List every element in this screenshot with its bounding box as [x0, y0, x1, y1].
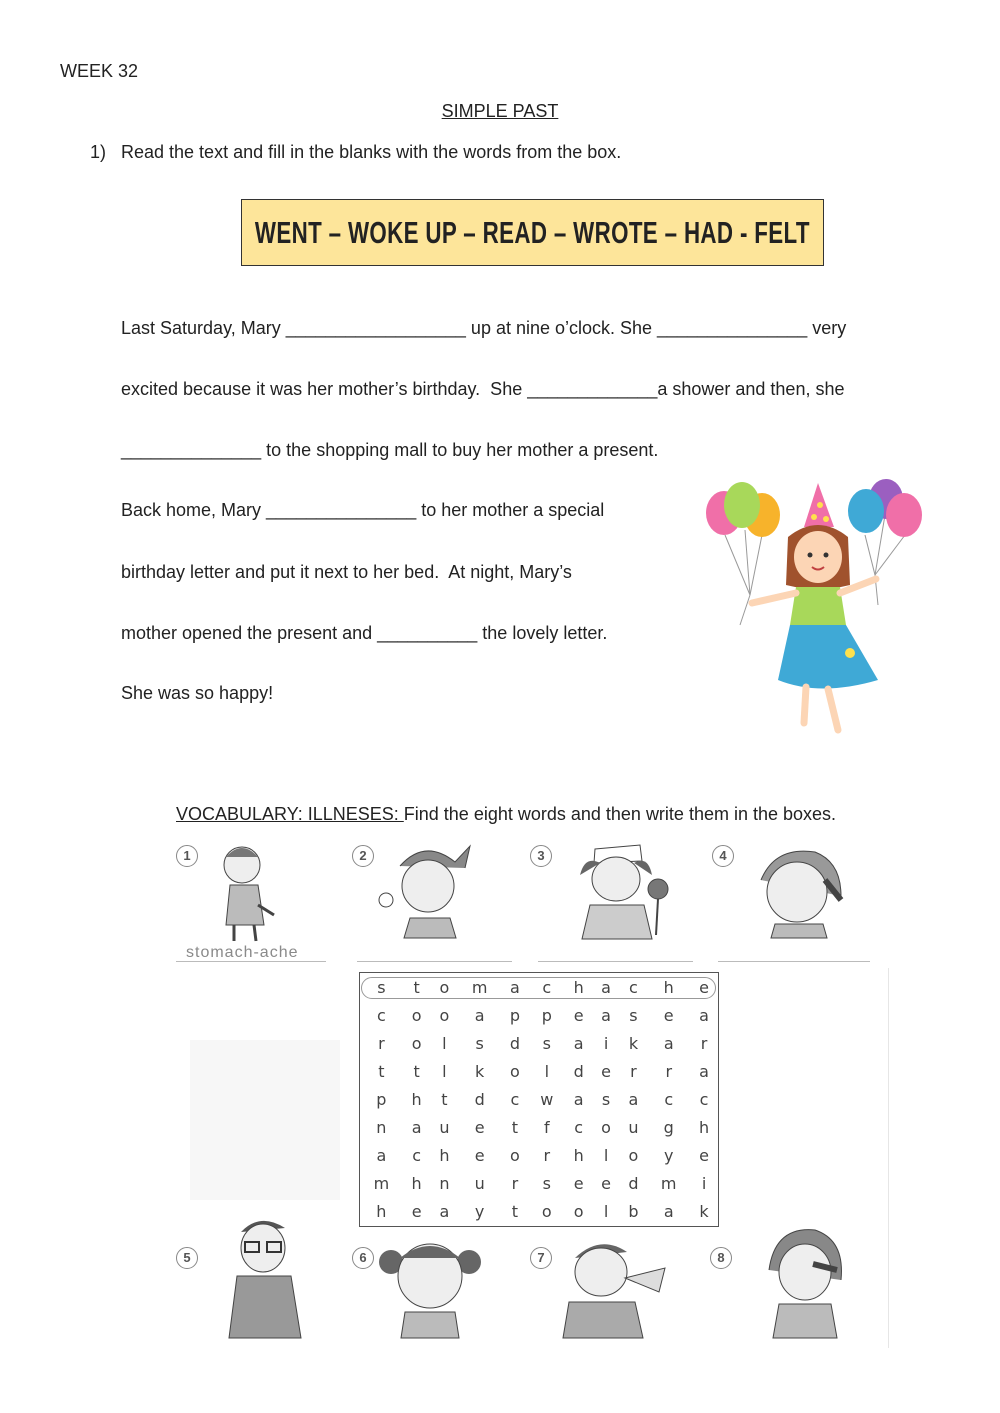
word-search-letter[interactable]: t [511, 1118, 519, 1138]
word-search-letter[interactable]: o [601, 1118, 611, 1138]
picture-number: 3 [530, 845, 552, 867]
page-title: SIMPLE PAST [441, 101, 559, 121]
word-search-letter[interactable]: d [474, 1089, 485, 1109]
word-search-letter[interactable]: a [628, 1089, 639, 1109]
word-search-letter[interactable]: t [378, 1061, 385, 1081]
word-search-letter[interactable]: l [442, 1061, 447, 1081]
word-search-letter[interactable]: m [373, 1174, 390, 1194]
word-search-letter[interactable]: h [573, 977, 584, 997]
word-search-letter[interactable]: k [699, 1202, 709, 1222]
word-search-letter[interactable]: r [543, 1146, 551, 1166]
answer-line[interactable] [538, 961, 693, 962]
word-search-letter[interactable]: e [601, 1061, 611, 1081]
word-search-letter[interactable]: s [542, 1033, 551, 1053]
word-search-letter[interactable]: y [474, 1202, 485, 1222]
boy-stomach-ache-illustration [200, 835, 310, 943]
word-search-letter[interactable]: c [412, 1146, 422, 1166]
girl-sneezing-illustration [370, 838, 490, 940]
word-search-letter[interactable]: s [629, 1005, 638, 1025]
word-box-text: WENT – WOKE UP – READ – WROTE – HAD - FELT [255, 214, 810, 250]
word-search-letter[interactable]: u [439, 1118, 450, 1138]
word-search-letter[interactable]: h [698, 1118, 710, 1138]
word-search-letter[interactable]: e [474, 1146, 485, 1166]
word-search-letter[interactable]: a [663, 1033, 674, 1053]
vocabulary-label: VOCABULARY: ILLNESES: [176, 804, 404, 824]
word-search-letter[interactable]: a [699, 1005, 709, 1025]
word-search-letter[interactable]: c [629, 977, 638, 997]
word-search-row [360, 1170, 718, 1198]
answer-line[interactable] [357, 961, 512, 962]
vocabulary-instruction-text: Find the eight words and then write them in the boxes. [403, 804, 837, 824]
word-search-letter[interactable]: e [699, 977, 709, 997]
word-search-letter[interactable]: e [601, 1174, 611, 1194]
man-with-glasses-illustration [215, 1212, 315, 1340]
word-search-letter[interactable]: r [630, 1061, 637, 1081]
word-search-letter[interactable]: i [701, 1174, 707, 1194]
word-search-letter[interactable]: n [376, 1118, 387, 1138]
word-search-letter[interactable]: o [411, 1033, 422, 1053]
text-line: mother opened the present and __________ the lovely letter. [121, 623, 608, 643]
word-search-letter[interactable]: o [510, 1146, 520, 1166]
word-search-letter[interactable]: o [411, 1005, 422, 1025]
word-search-letter[interactable]: n [439, 1174, 450, 1194]
instruction-text: Read the text and fill in the blanks with the words from the box. [121, 142, 622, 162]
word-search-letter[interactable]: t [413, 977, 420, 997]
word-search-letter[interactable]: c [664, 1089, 674, 1109]
word-search-letter[interactable]: h [573, 1146, 584, 1166]
word-search-letter[interactable]: g [663, 1118, 674, 1138]
word-search-letter[interactable]: a [573, 1033, 584, 1053]
word-search-table [360, 973, 718, 1226]
word-search-letter[interactable]: t [441, 1089, 448, 1109]
word-search-row [360, 1001, 718, 1029]
word-search-grid[interactable] [359, 972, 719, 1227]
word-search-letter[interactable]: f [543, 1118, 550, 1138]
text-line: excited because it was her mother’s birthday. She _____________a shower and then, she [121, 379, 845, 399]
word-search-letter[interactable]: t [413, 1061, 420, 1081]
week-label: WEEK 32 [60, 61, 139, 81]
word-search-letter[interactable]: c [542, 977, 552, 997]
word-search-letter[interactable]: h [376, 1202, 387, 1222]
word-search-letter[interactable]: r [511, 1174, 519, 1194]
word-search-row [360, 1029, 718, 1057]
word-search-letter[interactable]: u [474, 1174, 485, 1194]
word-search-letter[interactable]: y [663, 1146, 674, 1166]
word-search-letter[interactable]: o [510, 1061, 520, 1081]
word-search-letter[interactable]: c [574, 1118, 584, 1138]
word-search-letter[interactable]: i [603, 1033, 609, 1053]
word-search-letter[interactable]: a [699, 1061, 709, 1081]
word-search-letter[interactable]: p [509, 1005, 521, 1025]
picture-number: 8 [710, 1247, 732, 1269]
found-word-highlight [361, 977, 716, 999]
word-search-letter[interactable]: h [411, 1174, 422, 1194]
word-search-letter[interactable]: a [573, 1089, 584, 1109]
word-search-letter[interactable]: p [376, 1089, 387, 1109]
word-search-letter[interactable]: s [377, 977, 386, 997]
word-search-letter[interactable]: e [573, 1174, 584, 1194]
word-search-letter[interactable]: a [663, 1202, 674, 1222]
word-search-letter[interactable]: k [475, 1061, 485, 1081]
word-search-letter[interactable]: a [411, 1118, 422, 1138]
text-line: ______________ to the shopping mall to buy her mother a present. [121, 440, 659, 460]
word-search-row [360, 1142, 718, 1170]
word-search-letter[interactable]: o [439, 977, 450, 997]
text-line: She was so happy! [121, 683, 274, 703]
word-search-letter[interactable]: o [628, 1146, 639, 1166]
word-search-letter[interactable]: a [601, 1005, 611, 1025]
exercise-number: 1) [90, 142, 107, 162]
word-search-letter[interactable]: o [573, 1202, 584, 1222]
word-search-letter[interactable]: s [475, 1033, 484, 1053]
word-search-letter[interactable]: d [509, 1033, 521, 1053]
word-search-row [360, 1085, 718, 1113]
word-search-letter[interactable]: a [376, 1146, 387, 1166]
text-line: Back home, Mary _______________ to her mother a special [121, 500, 605, 520]
word-box [241, 199, 824, 266]
girl-with-balloons-illustration [700, 475, 930, 740]
word-search-row [360, 1057, 718, 1085]
word-search-letter[interactable]: r [378, 1033, 385, 1053]
word-search-letter[interactable]: a [510, 977, 520, 997]
word-search-letter[interactable]: k [628, 1033, 639, 1053]
word-search-letter[interactable]: e [411, 1202, 422, 1222]
word-search-letter[interactable]: c [699, 1089, 709, 1109]
word-search-letter[interactable]: l [603, 1146, 609, 1166]
word-search-letter[interactable]: r [665, 1061, 673, 1081]
faint-background-shape [190, 1040, 340, 1200]
word-search-letter[interactable]: s [601, 1089, 611, 1109]
word-search-letter[interactable]: e [699, 1146, 709, 1166]
word-search-row [360, 1198, 718, 1226]
word-search-letter[interactable]: w [540, 1089, 554, 1109]
nurse-illustration [560, 835, 680, 940]
word-search-row [360, 1114, 718, 1142]
word-search-letter[interactable]: o [439, 1005, 450, 1025]
text-line: birthday letter and put it next to her bed. At night, Mary’s [121, 562, 572, 582]
word-search-letter[interactable]: o [541, 1202, 552, 1222]
picture-number: 7 [530, 1247, 552, 1269]
girl-sore-eye-illustration [755, 1220, 855, 1340]
text-line: Last Saturday, Mary __________________ up at nine o’clock. She _______________ very [121, 318, 847, 338]
word-search-letter[interactable]: d [573, 1061, 584, 1081]
word-search-letter[interactable]: l [603, 1202, 609, 1222]
picture-number: 5 [176, 1247, 198, 1269]
word-search-letter[interactable]: s [542, 1174, 551, 1194]
word-search-letter[interactable]: a [474, 1005, 485, 1025]
word-search-letter[interactable]: d [628, 1174, 639, 1194]
picture-number: 2 [352, 845, 374, 867]
page-edge-line [888, 968, 889, 1348]
word-search-letter[interactable]: h [663, 977, 674, 997]
word-search-letter[interactable]: m [660, 1174, 677, 1194]
girl-headache-illustration [745, 840, 855, 940]
example-answer: stomach-ache [186, 944, 299, 961]
exercise-1-instruction [90, 142, 621, 163]
word-search-letter[interactable]: e [573, 1005, 584, 1025]
word-search-letter[interactable]: b [628, 1202, 639, 1222]
word-search-letter[interactable]: e [663, 1005, 674, 1025]
word-search-letter[interactable]: m [471, 977, 488, 997]
word-search-letter[interactable]: l [544, 1061, 550, 1081]
boy-runny-nose-illustration [555, 1232, 685, 1340]
word-search-letter[interactable]: u [628, 1118, 639, 1138]
girl-toothache-illustration [375, 1232, 485, 1340]
word-search-letter[interactable]: h [411, 1089, 422, 1109]
word-search-letter[interactable]: t [511, 1202, 519, 1222]
word-search-letter[interactable]: p [541, 1005, 552, 1025]
picture-number: 1 [176, 845, 198, 867]
word-search-letter[interactable]: c [376, 1005, 386, 1025]
word-search-letter[interactable]: e [474, 1118, 485, 1138]
word-search-letter[interactable]: r [700, 1033, 708, 1053]
answer-line[interactable] [718, 961, 870, 962]
picture-number: 4 [712, 845, 734, 867]
word-search-letter[interactable]: c [510, 1089, 520, 1109]
word-search-letter[interactable]: h [439, 1146, 450, 1166]
word-search-letter[interactable]: l [442, 1033, 447, 1053]
picture-number: 6 [352, 1247, 374, 1269]
word-search-letter[interactable]: a [439, 1202, 450, 1222]
word-search-letter[interactable]: a [601, 977, 611, 997]
vocabulary-instruction [176, 804, 836, 825]
